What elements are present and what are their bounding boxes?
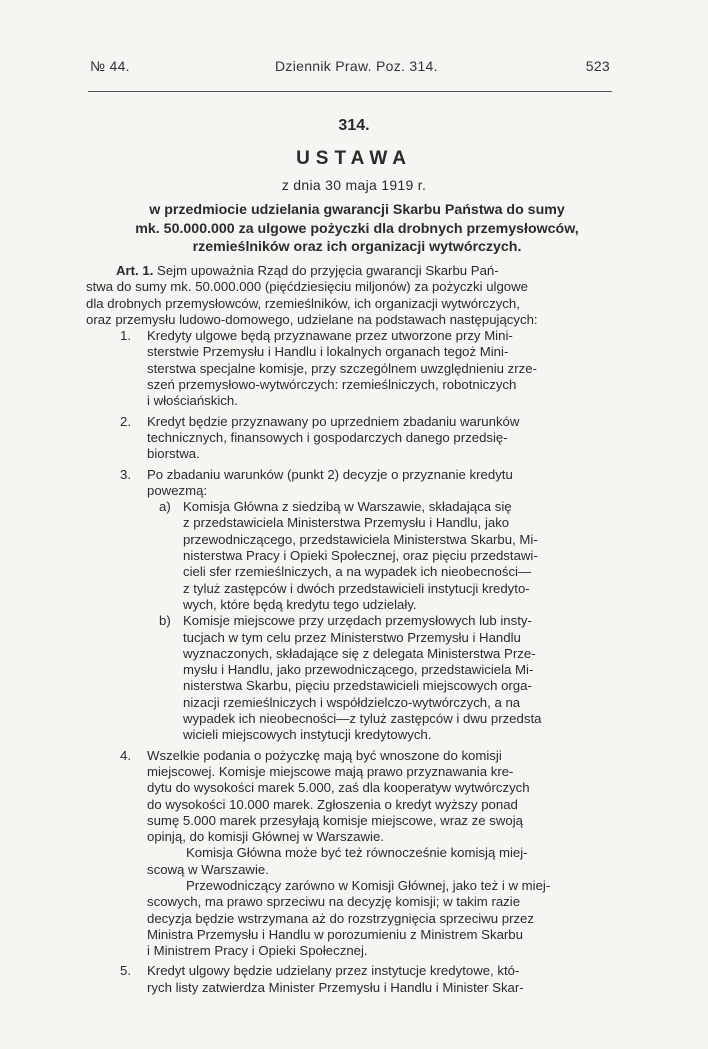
list-item — [120, 748, 628, 960]
act-title: USTAWA — [296, 148, 412, 169]
article-intro-line: stwa do sumy mk. 50.000.000 (pięćdziesięciu miljonów) za pożyczki ulgowe — [86, 279, 528, 295]
issue-number: № 44. — [90, 58, 130, 74]
act-subject — [86, 201, 628, 257]
act-number: 314. — [338, 117, 370, 134]
subject-line: mk. 50.000.000 za ulgowe pożyczki dla drobnych przemysłowców, — [135, 220, 579, 237]
item-text: Kredyty ulgowe będą przyznawane przez utworzone przy Mini- sterstwie Przemysłu i Handlu i lokalnych organach tegoż Mini- sterstwa specjalne komisje, przy szczególnem uwzględnieniu zrze- szeń przemysłowo-wytwórczych: rzemieślniczych, robotniczych i włościańskich. — [147, 328, 537, 409]
item-marker: 1. — [120, 328, 131, 344]
article-intro-line: oraz przemysłu ludowo-domowego, udzielane na podstawach następujących: — [86, 311, 538, 327]
list-item — [120, 328, 628, 409]
act-date: z dnia 30 maja 1919 r. — [281, 177, 427, 193]
sub-item-text: Komisja Główna z siedzibą w Warszawie, składająca się z przedstawiciela Ministerstwa Przemysłu i Handlu, jako przewodniczącego, przedstawiciela Ministerstwa Skarbu, Mi- nisterstwa Pracy i Opieki Społecznej, oraz pięciu przedstawi- cieli sfer rzemieślniczych, a na wypadek ich nieobecności— z tyluż zastępców i dwóch przedstawicieli instytucji kredyto- wych, które będą kredytu tego udzielały. — [183, 499, 538, 612]
list-item — [120, 963, 628, 996]
article-1 — [86, 263, 628, 996]
item-marker: 5. — [120, 963, 131, 979]
header-divider — [88, 91, 612, 92]
subject-line: w przedmiocie udzielania gwarancji Skarbu Państwa do sumy — [149, 202, 565, 218]
sub-item-marker: b) — [159, 613, 171, 629]
item-text: Wszelkie podania o pożyczkę mają być wnoszone do komisji miejscowej. Komisje miejscowe mają prawo przyznawania kre- dytu do wysokości marek 5.000, zaś dla kooperatyw wytwórczych do wysokości 10.000 marek. Zgłoszenia o kredyt wyższy ponad sumę 5.000 marek przesyłają komisje miejscowe, wraz ze swoją opinją, do komisji Głównej w Warszawie. Komisja Główna może być też równocześnie komisją miej- scową w Warszawie. Przewodniczący zarówno w Komisji Głównej, jako też i w miej- scowych, ma prawo sprzeciwu na decyzję komisji; w takim razie decyzja będzie wstrzymana aż do rozstrzygnięcia sprzeciwu przez Ministra Przemysłu i Handlu w porozumieniu z Ministrem Skarbu i Ministrem Pracy i Opieki Społecznej. — [147, 748, 628, 960]
item-marker: 2. — [120, 413, 131, 429]
article-intro-line: dla drobnych przemysłowców, rzemieślników, ich organizacji wytwórczych, — [86, 295, 520, 311]
list-item — [120, 414, 628, 463]
journal-reference: Dziennik Praw. Poz. 314. — [275, 58, 438, 74]
page-number: 523 — [585, 58, 610, 74]
sub-item-text: Komisje miejscowe przy urzędach przemysłowych lub insty- tucjach w tym celu przez Ministerstwo Przemysłu i Handlu wyznaczonych, składające się z delegata Ministerstwa Prze- mysłu i Handlu, jako przewodniczącego, przedstawiciela Mi- nisterstwa Skarbu, pięciu przedstawicieli miejscowych orga- nizacji rzemieślniczych i współdzielczo-wytwórczych, a na wypadek ich nieobecności—z tyluż zastępców i dwu przedsta wicieli miejscowych instytucji kredytowych. — [183, 613, 542, 743]
item-marker: 4. — [120, 747, 131, 763]
item-text: Po zbadaniu warunków (punkt 2) decyzje o przyznanie kredytu powezmą: — [147, 466, 513, 498]
paragraph-first-line: Przewodniczący zarówno w Komisji Głównej, jako też i w miej- — [186, 877, 551, 893]
article-intro-first-line: Art. 1. Sejm upoważnia Rząd do przyjęcia gwarancji Skarbu Pań- — [116, 263, 499, 278]
item-text: Kredyt ulgowy będzie udzielany przez instytucje kredytowe, któ- rych listy zatwierdza Minister Przemysłu i Handlu i Minister Skar- — [147, 963, 524, 995]
list-item — [120, 467, 628, 500]
sub-item-marker: a) — [159, 499, 171, 515]
item-marker: 3. — [120, 466, 131, 482]
sub-item — [159, 613, 628, 743]
item-text: Kredyt będzie przyznawany po uprzedniem zbadaniu warunków technicznych, finansowych i gospodarczych danego przedsię- biorstwa. — [147, 413, 520, 462]
article-label: Art. 1. — [116, 263, 154, 278]
subject-line: rzemieślników oraz ich organizacji wytwórczych. — [192, 239, 522, 255]
paragraph-first-line: Komisja Główna może być też równocześnie komisją miej- — [186, 845, 528, 861]
sub-item — [159, 499, 628, 613]
